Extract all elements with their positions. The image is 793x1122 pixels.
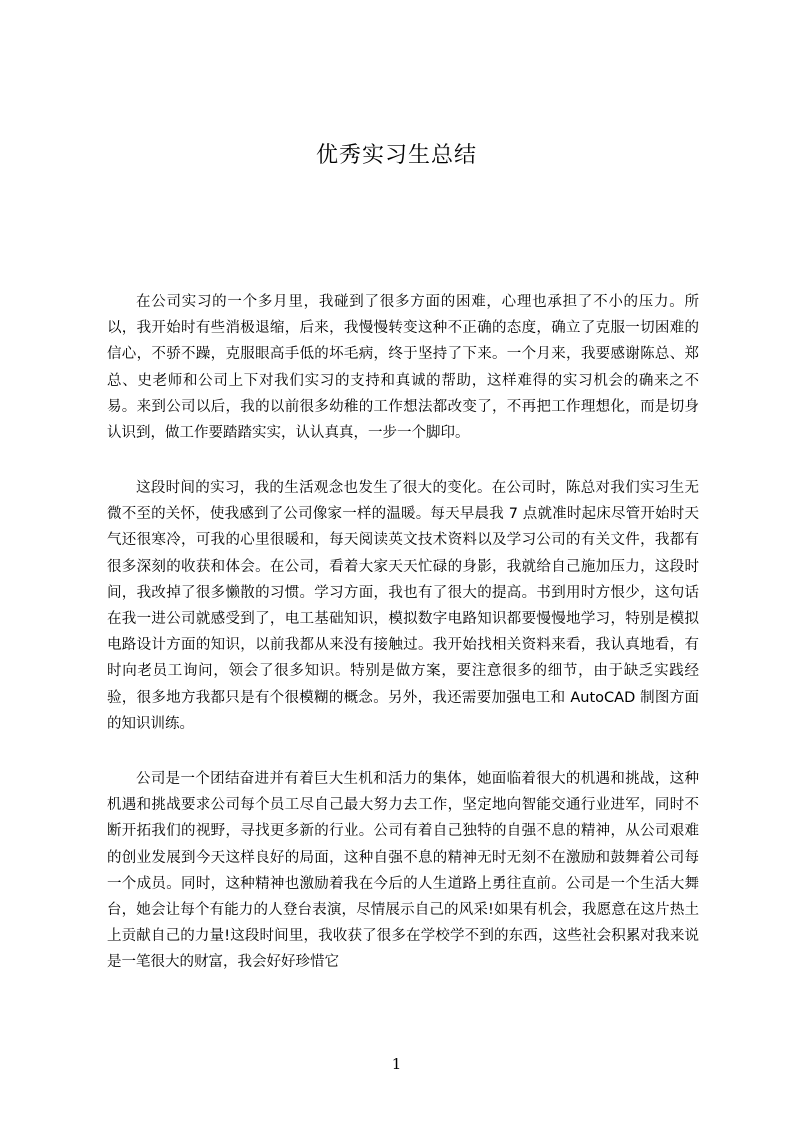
paragraph-1: 在公司实习的一个多月里，我碰到了很多方面的困难，心理也承担了不小的压力。所以，我开始时有些消极退缩，后来，我慢慢转变这种不正确的态度，确立了克服一切困难的信心，不骄不躁，克服眼高手低的坏毛病，终于坚持了下来。一个月来，我要感谢陈总、郑总、史老师和公司上下对我们实习的支持和真诚的帮助，这样难得的实习机会的确来之不易。来到公司以后，我的以前很多幼稚的工作想法都改变了，不再把工作理想化，而是切身认识到，做工作要踏踏实实，认认真真，一步一个脚印。	[107, 294, 699, 442]
paragraph-3: 公司是一个团结奋进并有着巨大生机和活力的集体，她面临着很大的机遇和挑战，这种机遇和挑战要求公司每个员工尽自己最大努力去工作，坚定地向智能交通行业进军，同时不断开拓我们的视野，寻找更多新的行业。公司有着自己独特的自强不息的精神，从公司艰难的创业发展到今天这样良好的局面，这种自强不息的精神无时无刻不在激励和鼓舞着公司每一个成员。同时，这种精神也激励着我在今后的人生道路上勇往直前。公司是一个生活大舞台，她会让每个有能力的人登台表演，尽情展示自己的风采!如果有机会，我愿意在这片热土上贡献自己的力量!这段时间里，我收获了很多在学校学不到的东西，这些社会积累对我来说是一笔很大的财富，我会好好珍惜它	[107, 771, 699, 971]
page-title: 优秀实习生总结	[315, 143, 477, 168]
paragraph-2: 这段时间的实习，我的生活观念也发生了很大的变化。在公司时，陈总对我们实习生无微不至的关怀，使我感到了公司像家一样的温暖。每天早晨我 7 点就准时起床尽管开始时天气还很寒冷，可我的心里很暖和，每天阅读英文技术资料以及学习公司的有关文件，我都有很多深刻的收获和体会。在公司，看着大家天天忙碌的身影，我就给自己施加压力，这段时间，我改掉了很多懒散的习惯。学习方面，我也有了很大的提高。书到用时方恨少，这句话在我一进公司就感受到了，电工基础知识，模拟数字电路知识都要慢慢地学习，特别是模拟电路设计方面的知识，以前我都从来没有接触过。我开始找相关资料来看，我认真地看，有时向老员工询问，领会了很多知识。特别是做方案，要注意很多的细节，由于缺乏实践经验，很多地方我都只是有个很模糊的概念。另外，我还需要加强电工和 AutoCAD 制图方面的知识训练。	[107, 480, 699, 732]
page-number: 1	[391, 1055, 402, 1073]
